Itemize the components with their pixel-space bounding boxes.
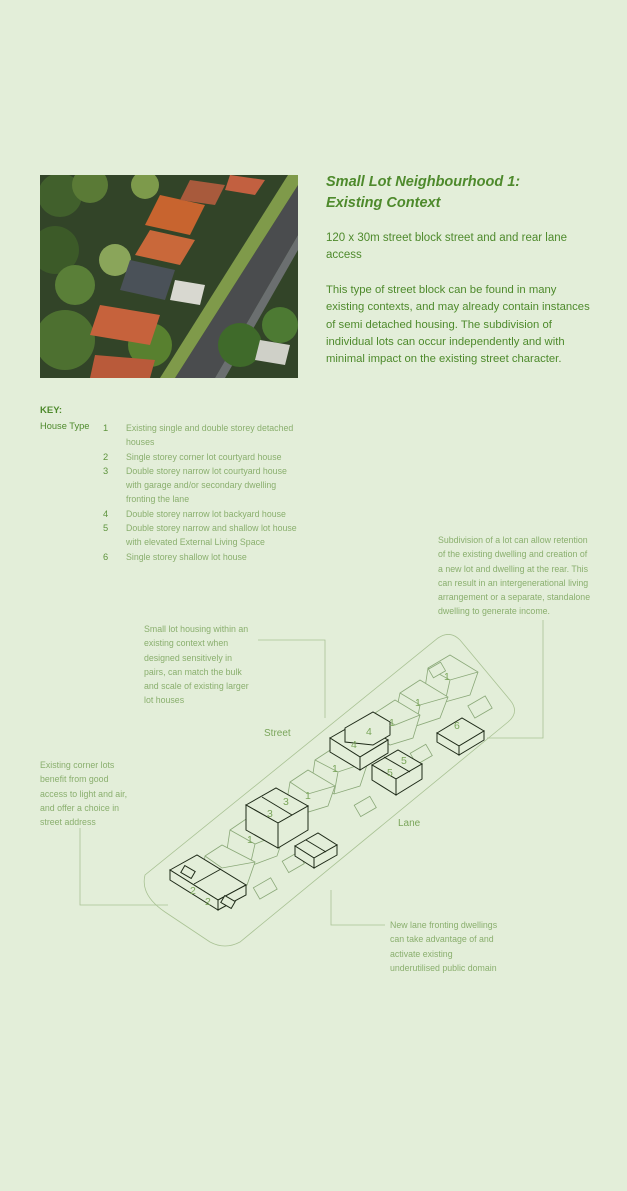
key-item [103, 507, 303, 521]
block-diagram [0, 600, 627, 1020]
leader-line-corner [80, 828, 168, 905]
existing-houses [202, 655, 492, 899]
aerial-photo [40, 175, 298, 378]
key-item-text: Double storey narrow and shallow lot house with elevated External Living Space [126, 523, 297, 548]
house-number-label: 4 [351, 739, 357, 751]
key-item [103, 521, 303, 550]
house-number-label: 6 [454, 720, 460, 732]
outbuilding [354, 796, 376, 816]
key-item-text: Single storey shallow lot house [126, 551, 247, 562]
key-list [103, 421, 303, 564]
house-number-label: 1 [305, 790, 311, 802]
key-item [103, 550, 303, 564]
annotation-subdivision: Subdivision of a lot can allow retention of the existing dwelling and creation of a new lot and dwelling at the rear. This can result in an intergenerational living arrangement or a separate, standalone dwelling to generate income. [438, 535, 591, 617]
leader-line-small-lot [258, 640, 325, 718]
key-item-number: 4 [103, 508, 109, 519]
house-number-label: 2 [190, 885, 196, 897]
key-item-number: 1 [103, 423, 109, 433]
outbuilding [468, 696, 492, 718]
key-item [103, 421, 303, 450]
street-label: Street [264, 728, 291, 739]
house-6 [437, 718, 484, 755]
house-number-label: 1 [389, 717, 395, 729]
house-number-label: 5 [387, 767, 393, 779]
page-title [326, 172, 606, 214]
key-heading: KEY: [40, 405, 62, 416]
leader-line-lane [331, 890, 385, 925]
outbuilding [253, 878, 277, 899]
key-item-number: 5 [103, 523, 109, 534]
key-item-text: Existing single and double storey detached houses [126, 423, 294, 448]
leader-line-subdivision [487, 620, 543, 738]
house-number-label: 2 [205, 896, 211, 908]
house-number-label: 3 [267, 808, 273, 820]
key-item-text: Single storey corner lot courtyard house [126, 451, 282, 462]
description: This type of street block can be found in many existing contexts, and may already contain instances of semi detached housing. The subdivision of individual lots can occur independently and with minimal impact on the existing street character. [326, 284, 590, 366]
key-item-text: Double storey narrow lot backyard house [126, 508, 286, 519]
house-number-label: 1 [415, 697, 421, 709]
title-line-2: Existing Context [326, 195, 441, 211]
new-dwellings [170, 712, 484, 910]
key-label: House Type [40, 421, 90, 431]
key-item-number: 2 [103, 451, 109, 462]
key-item-number: 3 [103, 465, 109, 476]
house-number-label: 3 [283, 796, 289, 808]
house-number-label: 4 [366, 726, 372, 738]
house-number-label: 1 [444, 671, 450, 683]
annotation-small-lot: Small lot housing within an existing context when designed sensitively in pairs, can match the bulk and scale of existing larger lot houses [144, 624, 249, 706]
annotation-corner-lots: Existing corner lots benefit from good access to light and air, and offer a choice in street address [40, 760, 128, 828]
house-number-label: 1 [332, 763, 338, 775]
key-item-number: 6 [103, 551, 109, 562]
aerial-photo-illustration [40, 175, 298, 378]
annotation-lane-fronting: New lane fronting dwellings can take advantage of and activate existing underutilised public domain [390, 920, 498, 973]
key-item [103, 450, 303, 464]
key-item [103, 464, 303, 507]
key-item-text: Double storey narrow lot courtyard house with garage and/or secondary dwelling fronting the lane [126, 465, 287, 505]
lane-label: Lane [398, 818, 421, 829]
subtitle: 120 x 30m street block street and and rear lane access [326, 232, 568, 261]
house-number-label: 5 [401, 755, 407, 767]
house-number-label: 1 [247, 834, 253, 846]
title-line-1: Small Lot Neighbourhood 1: [326, 174, 521, 190]
